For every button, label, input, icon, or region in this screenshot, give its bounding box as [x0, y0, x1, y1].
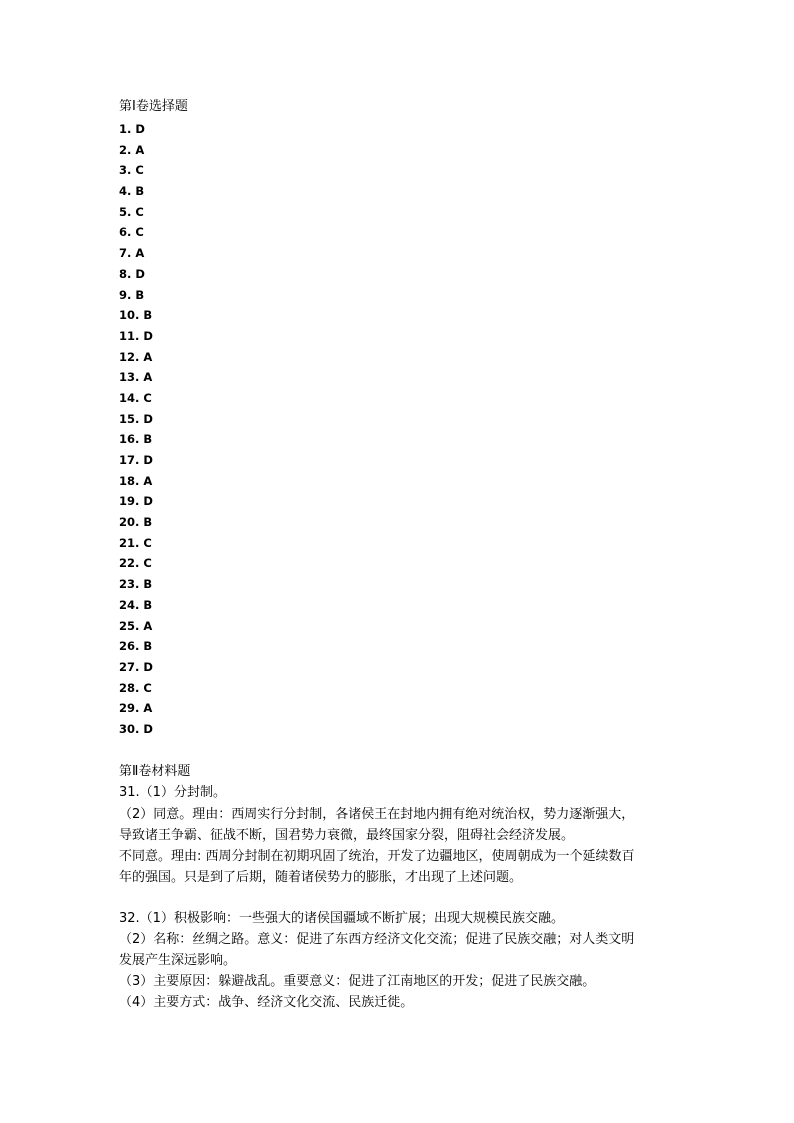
- answer-letter: B: [143, 515, 153, 530]
- answer-letter: B: [143, 639, 153, 654]
- answer-letter: D: [143, 328, 153, 343]
- answer-item: [119, 305, 153, 326]
- answer-item: [119, 202, 153, 223]
- answer-item: [119, 388, 153, 409]
- q32-line-5: （4）主要方式：战争、经济文化交流、民族迁徙。: [119, 995, 414, 1010]
- question-number: 16.: [119, 432, 140, 447]
- answer-letter: C: [143, 535, 152, 550]
- answer-item: [119, 512, 153, 533]
- q32-line-3: 发展产生深远影响。: [119, 953, 237, 968]
- answer-letter: C: [143, 556, 152, 571]
- question-number: 6.: [119, 225, 132, 240]
- question-number: 8.: [119, 266, 132, 281]
- answer-letter: D: [143, 659, 153, 674]
- answer-letter: A: [143, 618, 153, 633]
- answer-item: [119, 574, 153, 595]
- question-number: 25.: [119, 618, 140, 633]
- answer-item: [119, 409, 153, 430]
- answer-item: [119, 491, 153, 512]
- answer-item: [119, 616, 153, 637]
- q32-line-1: 32.（1）积极影响：一些强大的诸侯国疆域不断扩展；出现大规模民族交融。: [119, 911, 564, 926]
- question-number: 20.: [119, 515, 140, 530]
- answer-list: [119, 119, 153, 740]
- answer-item: [119, 181, 153, 202]
- answer-item: [119, 285, 153, 306]
- answer-item: [119, 347, 153, 368]
- answer-item: [119, 657, 153, 678]
- answer-item: [119, 429, 153, 450]
- q31-line-1: 31.（1）分封制。: [119, 785, 226, 800]
- answer-item: [119, 636, 153, 657]
- answer-letter: D: [135, 122, 145, 136]
- answer-item: [119, 119, 153, 140]
- answer-item: [119, 719, 153, 740]
- question-number: 14.: [119, 390, 140, 405]
- answer-item: [119, 533, 153, 554]
- question-number: 18.: [119, 473, 140, 488]
- answer-item: [119, 140, 153, 161]
- answer-letter: A: [143, 701, 153, 716]
- question-number: 26.: [119, 639, 140, 654]
- q32-line-4: （3）主要原因：躲避战乱。重要意义：促进了江南地区的开发；促进了民族交融。: [119, 974, 596, 989]
- answer-item: [119, 450, 153, 471]
- answer-item: [119, 367, 153, 388]
- answer-item: [119, 264, 153, 285]
- question-number: 3.: [119, 163, 132, 178]
- answer-letter: C: [135, 163, 144, 178]
- question-number: 27.: [119, 659, 140, 674]
- question-number: 12.: [119, 349, 140, 364]
- answer-letter: C: [135, 225, 144, 240]
- answer-letter: C: [143, 390, 152, 405]
- question-number: 9.: [119, 287, 132, 302]
- q31-line-2: （2）同意。理由：西周实行分封制，各诸侯王在封地内拥有绝对统治权，势力逐渐强大，: [119, 807, 635, 822]
- q31-line-3: 导致诸王争霸、征战不断，国君势力衰微，最终国家分裂，阻碍社会经济发展。: [119, 828, 575, 843]
- answer-letter: D: [143, 721, 153, 736]
- answer-letter: D: [135, 266, 145, 281]
- answer-item: [119, 595, 153, 616]
- q31-line-4: 不同意。理由: 西周分封制在初期巩固了统治，开发了边疆地区，使周朝成为一个延续数百: [119, 849, 635, 864]
- question-number: 22.: [119, 556, 140, 571]
- question-number: 24.: [119, 597, 140, 612]
- q32-line-2: （2）名称：丝绸之路。意义：促进了东西方经济文化交流；促进了民族交融；对人类文明: [119, 932, 635, 947]
- answer-letter: A: [135, 246, 145, 261]
- question-number: 15.: [119, 411, 140, 426]
- answer-letter: D: [143, 453, 153, 467]
- answer-letter: B: [135, 184, 145, 199]
- answer-letter: A: [143, 370, 153, 385]
- answer-letter: D: [143, 494, 153, 509]
- answer-letter: A: [143, 473, 153, 488]
- question-number: 19.: [119, 494, 140, 509]
- question-number: 4.: [119, 184, 132, 199]
- question-number: 17.: [119, 453, 140, 467]
- answer-letter: D: [143, 411, 153, 426]
- answer-item: [119, 553, 153, 574]
- question-number: 1.: [119, 122, 132, 136]
- answer-letter: B: [143, 577, 153, 592]
- part1-heading: 第Ⅰ卷选择题: [119, 99, 188, 114]
- answer-letter: B: [143, 432, 153, 447]
- part2-heading: 第Ⅱ卷材料题: [119, 764, 191, 779]
- question-number: 29.: [119, 701, 140, 716]
- question-number: 23.: [119, 577, 140, 592]
- answer-letter: B: [143, 597, 153, 612]
- answer-item: [119, 222, 153, 243]
- answer-item: [119, 698, 153, 719]
- question-number: 7.: [119, 246, 132, 261]
- answer-letter: A: [143, 349, 153, 364]
- answer-item: [119, 160, 153, 181]
- question-number: 11.: [119, 328, 140, 343]
- answer-letter: B: [135, 287, 145, 302]
- question-number: 2.: [119, 142, 132, 157]
- question-number: 13.: [119, 370, 140, 385]
- answer-item: [119, 678, 153, 699]
- answer-item: [119, 471, 153, 492]
- answer-item: [119, 243, 153, 264]
- answer-item: [119, 326, 153, 347]
- answer-letter: C: [143, 680, 152, 695]
- question-number: 5.: [119, 204, 132, 219]
- question-number: 30.: [119, 721, 140, 736]
- question-number: 10.: [119, 308, 140, 323]
- question-number: 28.: [119, 680, 140, 695]
- q31-line-5: 年的强国。只是到了后期，随着诸侯势力的膨胀，才出现了上述问题。: [119, 870, 523, 885]
- answer-letter: B: [143, 308, 153, 323]
- question-number: 21.: [119, 535, 140, 550]
- answer-letter: A: [135, 142, 145, 157]
- answer-letter: C: [135, 204, 144, 219]
